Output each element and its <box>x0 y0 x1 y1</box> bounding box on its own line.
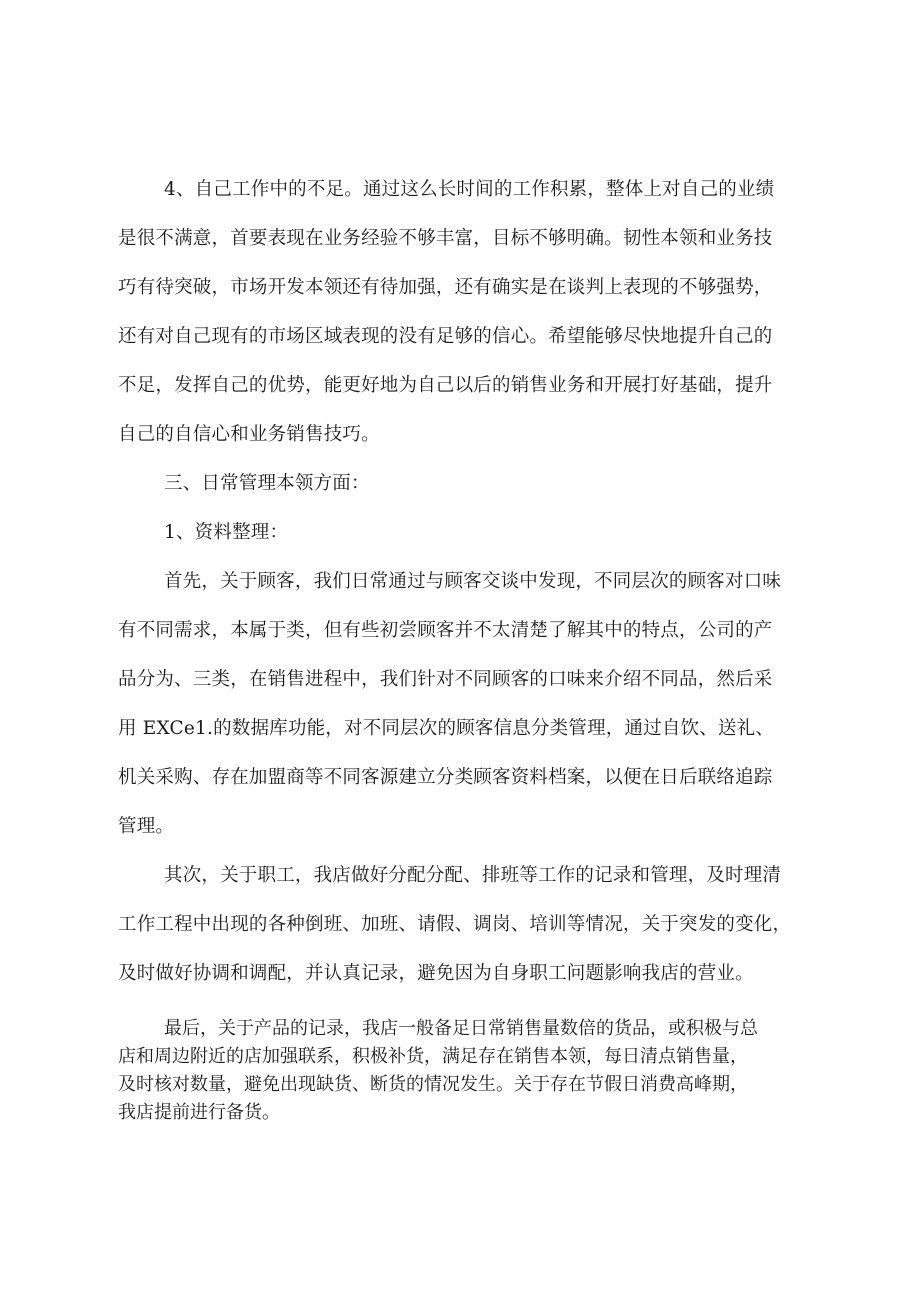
paragraph-line: 4、自己工作中的不足。通过这么长时间的工作积累，整体上对自己的业绩 <box>164 179 775 200</box>
paragraph-line: 不足，发挥自己的优势，能更好地为自己以后的销售业务和开展打好基础，提升 <box>118 375 773 396</box>
paragraph-line: 自己的自信心和业务销售技巧。 <box>118 424 380 445</box>
section-heading: 三、日常管理本领方面： <box>164 473 370 494</box>
paragraph-line: 及时核对数量，避免出现缺货、断货的情况发生。关于存在节假日消费高峰期， <box>118 1074 748 1095</box>
paragraph-line: 首先，关于顾客，我们日常通过与顾客交谈中发现，不同层次的顾客对口味 <box>164 571 782 592</box>
paragraph-line: 其次，关于职工，我店做好分配分配、排班等工作的记录和管理，及时理清 <box>164 865 782 886</box>
paragraph-line: 用 EXCe1.的数据库功能，对不同层次的顾客信息分类管理，通过自饮、送礼、 <box>118 718 775 739</box>
paragraph-line: 品分为、三类，在销售进程中，我们针对不同顾客的口味来介绍不同品，然后采 <box>118 669 773 690</box>
paragraph-line: 工作工程中出现的各种倒班、加班、请假、调岗、培训等情况，关于突发的变化， <box>118 914 792 935</box>
paragraph-line: 还有对自己现有的市场区域表现的没有足够的信心。希望能够尽快地提升自己的 <box>118 326 773 347</box>
paragraph-line: 我店提前进行备货。 <box>118 1102 280 1123</box>
paragraph-line: 有不同需求，本属于类，但有些初尝顾客并不太清楚了解其中的特点，公司的产 <box>118 620 773 641</box>
paragraph-line: 巧有待突破，市场开发本领还有待加强，还有确实是在谈判上表现的不够强势， <box>118 277 773 298</box>
subsection-heading: 1、资料整理： <box>164 522 289 543</box>
paragraph-line: 店和周边附近的店加强联系，积极补货，满足存在销售本领，每日清点销售量， <box>118 1046 748 1067</box>
paragraph-line: 管理。 <box>118 816 175 837</box>
paragraph-line: 是很不满意，首要表现在业务经验不够丰富，目标不够明确。韧性本领和业务技 <box>118 228 773 249</box>
paragraph-line: 及时做好协调和调配，并认真记录，避免因为自身职工问题影响我店的营业。 <box>118 963 754 984</box>
paragraph-line: 机关采购、存在加盟商等不同客源建立分类顾客资料档案，以便在日后联络追踪 <box>118 767 773 788</box>
paragraph-line: 最后，关于产品的记录，我店一般备足日常销售量数倍的货品，或积极与总 <box>164 1018 758 1039</box>
